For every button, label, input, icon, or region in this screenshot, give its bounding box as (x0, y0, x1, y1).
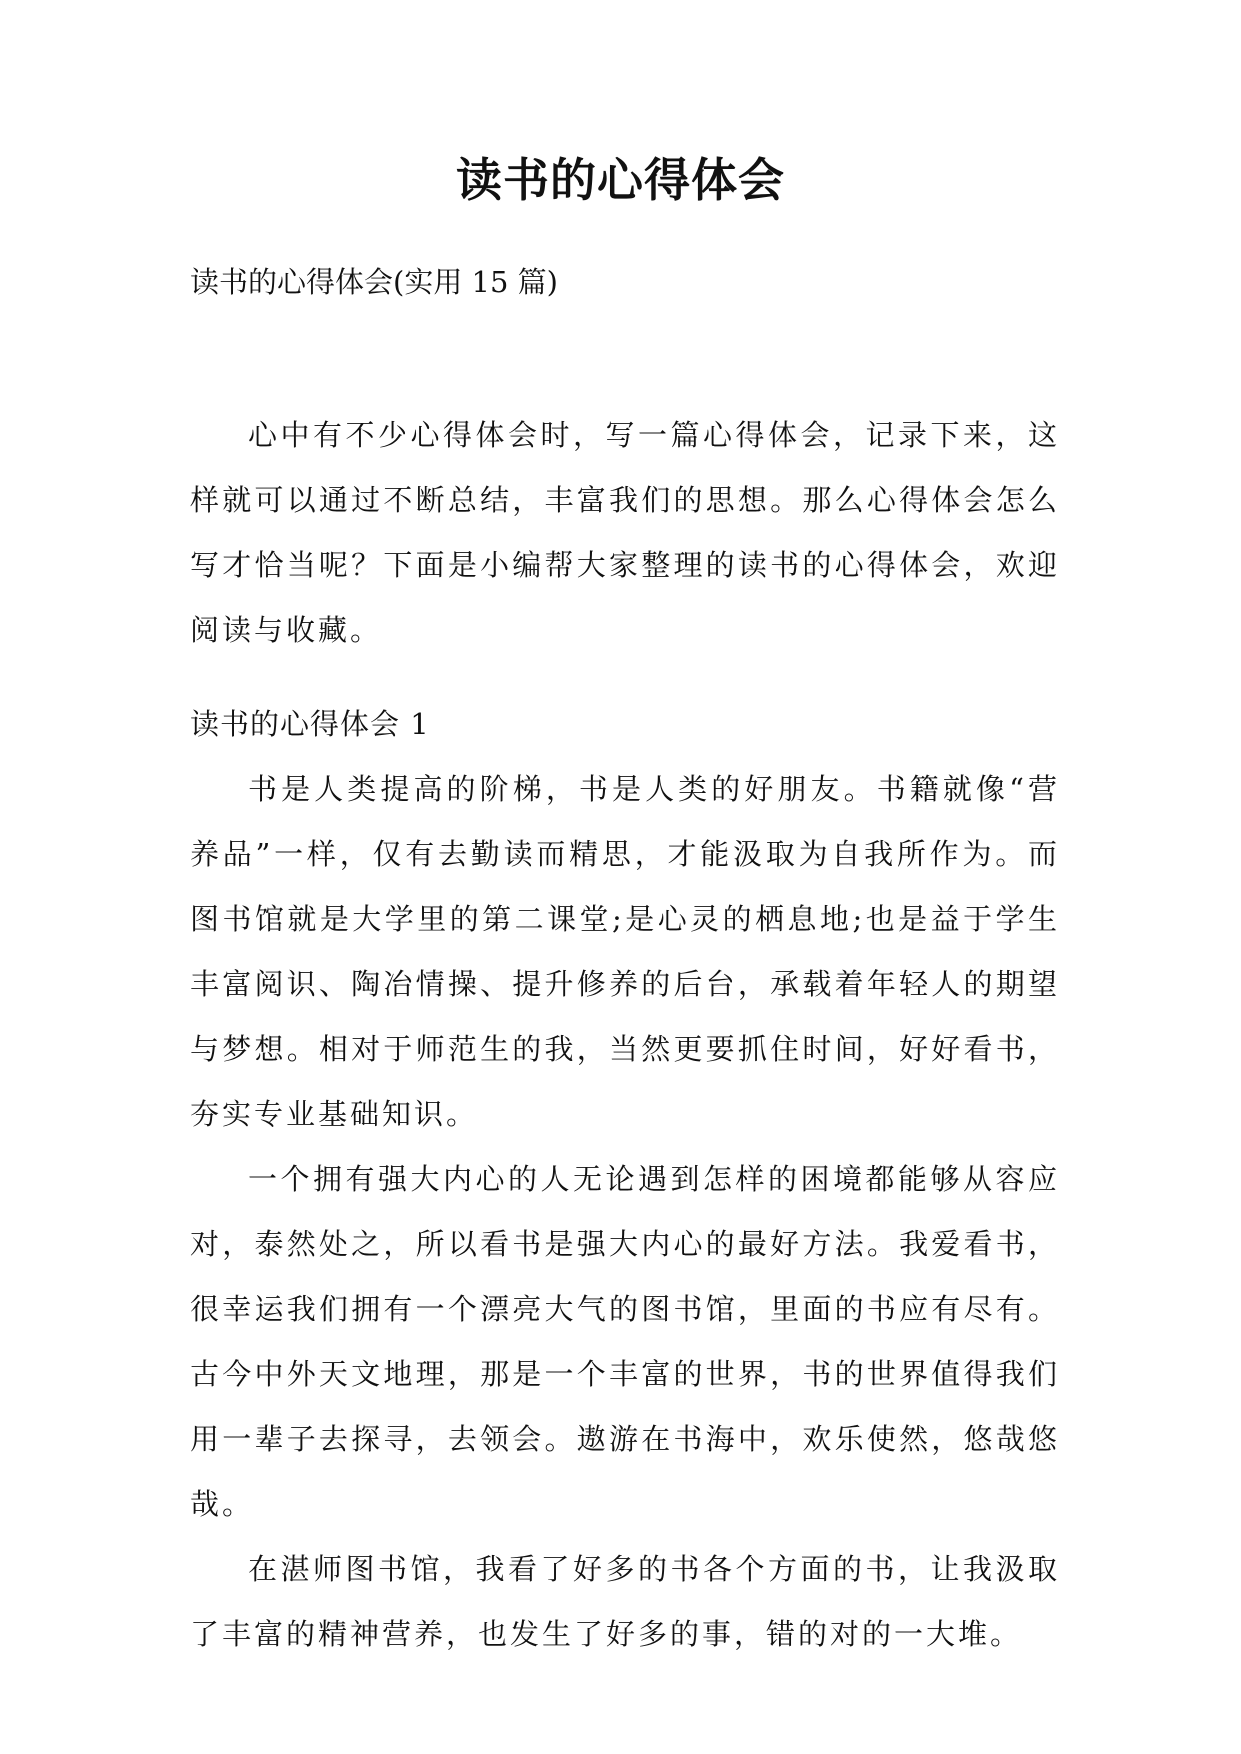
section-paragraph-2: 一个拥有强大内心的人无论遇到怎样的困境都能够从容应对，泰然处之，所以看书是强大内心的最好方法。我爱看书，很幸运我们拥有一个漂亮大气的图书馆，里面的书应有尽有。古今中外天文地理，那是一个丰富的世界，书的世界值得我们用一辈子去探寻，去领会。遨游在书海中，欢乐使然，悠哉悠哉。 (190, 1162, 1060, 1521)
section-1 (190, 692, 1060, 1667)
section-paragraph-1: 书是人类提高的阶梯，书是人类的好朋友。书籍就像“营养品”一样，仅有去勤读而精思，才能汲取为自我所作为。而图书馆就是大学里的第二课堂;是心灵的栖息地;也是益于学生丰富阅识、陶冶情操、提升修养的后台，承载着年轻人的期望与梦想。相对于师范生的我，当然更要抓住时间，好好看书，夯实专业基础知识。 (190, 772, 1060, 1131)
section-paragraph-3: 在湛师图书馆，我看了好多的书各个方面的书，让我汲取了丰富的精神营养，也发生了好多的事，错的对的一大堆。 (190, 1552, 1060, 1651)
intro-paragraph: 心中有不少心得体会时，写一篇心得体会，记录下来，这样就可以通过不断总结，丰富我们的思想。那么心得体会怎么写才恰当呢？下面是小编帮大家整理的读书的心得体会，欢迎阅读与收藏。 (190, 418, 1060, 647)
document-title: 读书的心得体会 (456, 153, 785, 207)
document-subtitle: 读书的心得体会(实用 15 篇) (190, 265, 558, 299)
section-heading: 读书的心得体会 1 (190, 707, 430, 741)
intro-section (190, 403, 1060, 663)
